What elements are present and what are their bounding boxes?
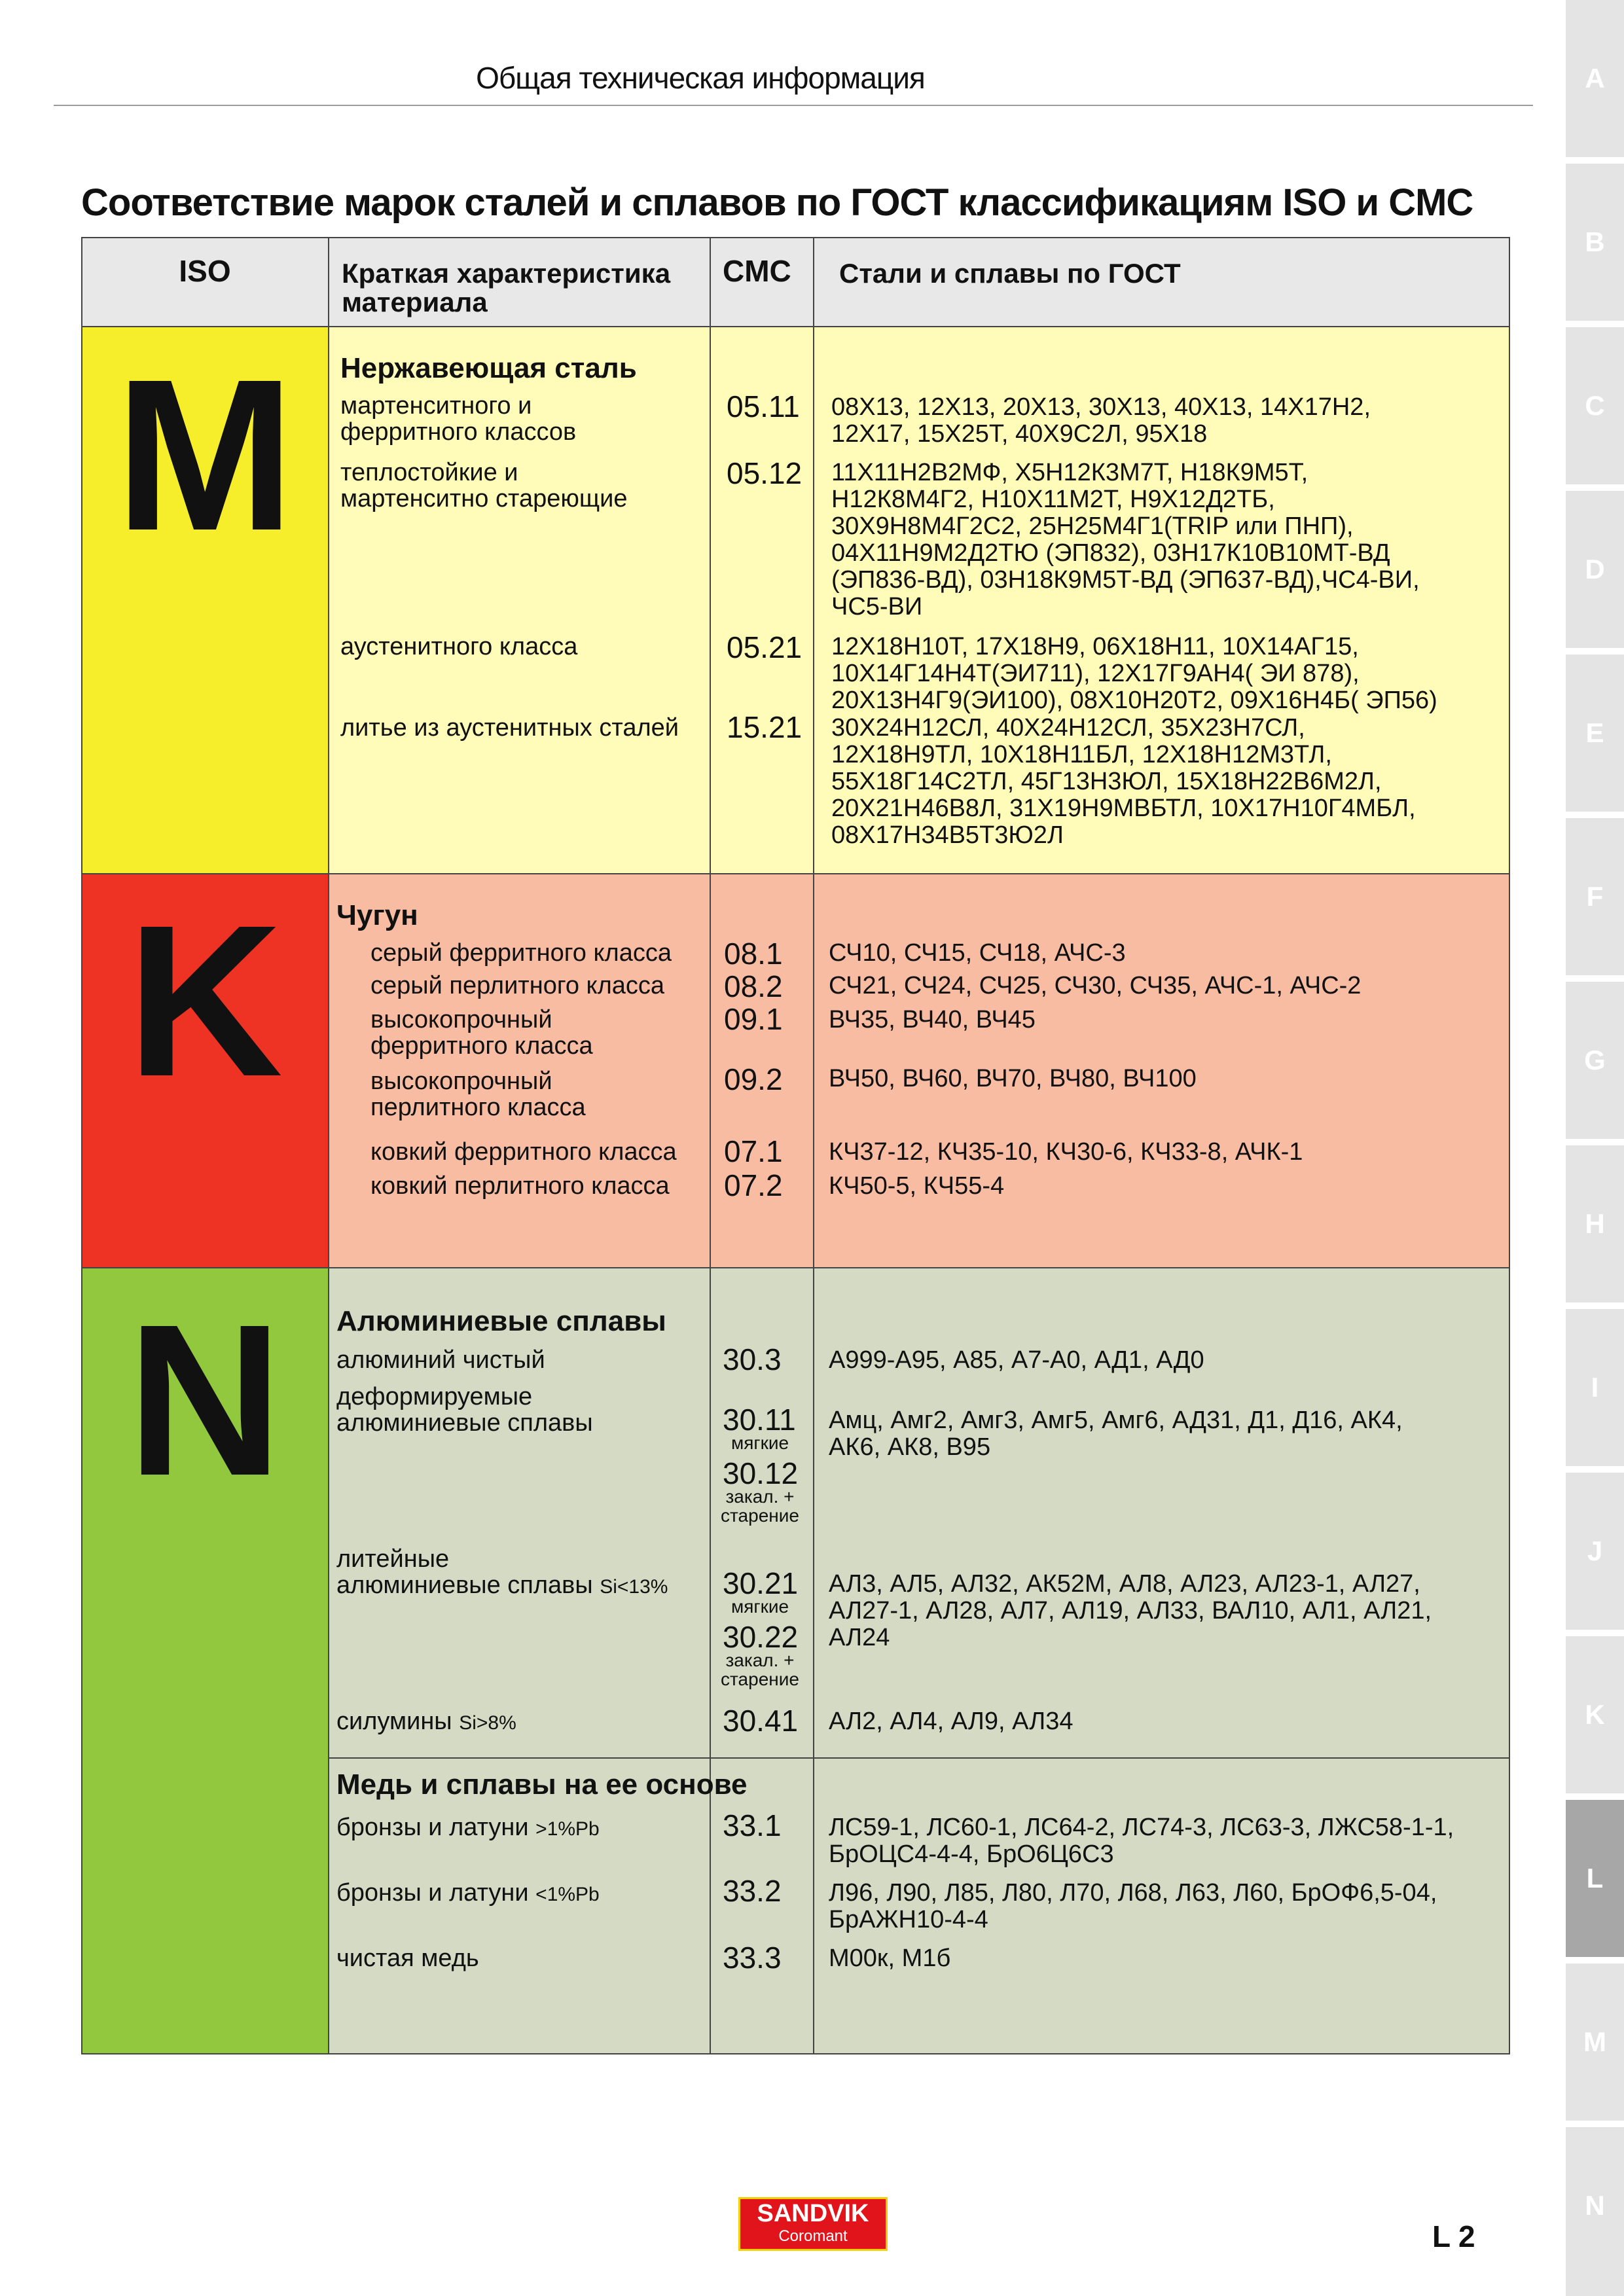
material-cu-2: [336, 1880, 600, 1906]
header-cmc: CMC: [723, 254, 791, 288]
tab-h[interactable]: H: [1566, 1145, 1624, 1302]
tab-b[interactable]: B: [1566, 164, 1624, 321]
material-k-2: серый перлитного класса: [370, 972, 665, 999]
grades-k-6: КЧ50-5, КЧ55-4: [829, 1172, 1005, 1200]
header-divider: [54, 105, 1533, 106]
header-gost: Стали и сплавы по ГОСТ: [839, 258, 1181, 289]
material-k-3: высокопрочный ферритного класса: [370, 1006, 593, 1060]
cmc-n-3: 30.21: [723, 1566, 799, 1600]
tab-f[interactable]: F: [1566, 818, 1624, 975]
cmc-k-4: 09.2: [724, 1062, 783, 1096]
cmc-n-2b: 30.12: [723, 1456, 799, 1490]
logo-brand-text: SANDVIK: [757, 2200, 869, 2227]
tab-k[interactable]: K: [1566, 1636, 1624, 1793]
tab-c[interactable]: C: [1566, 327, 1624, 484]
table-border: [81, 2053, 1510, 2054]
cmc-m-4: 15.21: [727, 710, 803, 744]
grades-m-1: 08Х13, 12Х13, 20Х13, 30Х13, 40Х13, 14Х17Н2, 12Х17, 15Х25Т, 40Х9С2Л, 95Х18: [831, 393, 1371, 448]
cmc-note-n-3b: закал. + старение: [721, 1650, 799, 1690]
grades-k-3: ВЧ35, ВЧ40, ВЧ45: [829, 1006, 1036, 1033]
tab-d[interactable]: D: [1566, 491, 1624, 648]
cmc-n-1: 30.3: [723, 1342, 782, 1376]
gost-iso-table: [81, 237, 1510, 2054]
material-cu-3: чистая медь: [336, 1945, 479, 1972]
group-title-copper: Медь и сплавы на ее основе: [336, 1768, 748, 1801]
logo-sub-text: Coromant: [740, 2228, 886, 2245]
material-n-3-suffix: Si<13%: [600, 1576, 668, 1598]
cmc-k-2: 08.2: [724, 969, 783, 1003]
cmc-n-3b: 30.22: [723, 1620, 799, 1654]
cmc-n-2: 30.11: [723, 1403, 796, 1437]
material-m-1: мартенситного и ферритного классов: [340, 392, 577, 446]
grades-cu-1: ЛС59-1, ЛС60-1, ЛС64-2, ЛС74-3, ЛС63-3, ЛЖС58-1-1, БрОЦС4-4-4, БрО6Ц6С3: [829, 1814, 1454, 1869]
material-n-4: [336, 1708, 516, 1734]
material-n-4-suffix: Si>8%: [459, 1712, 516, 1734]
material-cu-1-suffix: >1%Pb: [535, 1818, 600, 1840]
grades-m-3: 12Х18Н10Т, 17Х18Н9, 06Х18Н11, 10Х14АГ15, 10Х14Г14Н4Т(ЭИ711), 12Х17Г9АН4( ЭИ 878), 20Х13Н4Г9(ЭИ100), 08Х10Н20Т2, 09Х16Н4Б( ЭП56): [831, 633, 1437, 715]
grades-cu-2: Л96, Л90, Л85, Л80, Л70, Л68, Л63, Л60, БрОФ6,5-04, БрАЖН10-4-4: [829, 1879, 1437, 1934]
cmc-k-3: 09.1: [724, 1002, 783, 1036]
material-cu-2-text: бронзы и латуни: [336, 1879, 529, 1907]
material-n-4-text: силумины: [336, 1708, 452, 1735]
cmc-k-1: 08.1: [724, 937, 783, 971]
grades-k-2: СЧ21, СЧ24, СЧ25, СЧ30, СЧ35, АЧС-1, АЧС-2: [829, 972, 1362, 999]
material-n-3-text: литейные алюминиевые сплавы: [336, 1545, 593, 1600]
table-border: [1509, 237, 1510, 2054]
cmc-cu-3: 33.3: [723, 1941, 782, 1975]
material-n-1: алюминий чистый: [336, 1346, 545, 1374]
cmc-note-n-2b: закал. + старение: [721, 1486, 799, 1526]
cmc-cu-2: 33.2: [723, 1874, 782, 1908]
cmc-cu-1: 33.1: [723, 1808, 782, 1842]
tab-e[interactable]: E: [1566, 655, 1624, 812]
grades-m-4: 30Х24Н12СЛ, 40Х24Н12СЛ, 35Х23Н7СЛ, 12Х18Н9ТЛ, 10Х18Н11БЛ, 12Х18Н12М3ТЛ, 55Х18Г14С2ТЛ, 45Г13Н3ЮЛ, 15Х18Н22В6М2Л, 20Х21Н46В8Л, 31Х19Н9МВБТЛ, 10Х17Н10Г4МБЛ, 08Х17Н34В5Т3Ю2Л: [831, 714, 1416, 850]
header-iso: ISO: [179, 254, 231, 288]
grades-n-1: А999-А95, А85, А7-А0, АД1, АД0: [829, 1346, 1204, 1374]
material-m-2: теплостойкие и мартенситно стареющие: [340, 459, 628, 513]
material-cu-1: [336, 1814, 600, 1840]
grades-n-4: АЛ2, АЛ4, АЛ9, АЛ34: [829, 1708, 1074, 1735]
sandvik-coromant-logo: [738, 2197, 888, 2251]
cmc-m-3: 05.21: [727, 630, 803, 664]
cmc-m-2: 05.12: [727, 456, 803, 490]
cmc-n-4: 30.41: [723, 1704, 799, 1738]
material-m-3: аустенитного класса: [340, 633, 578, 660]
table-divider: [81, 326, 1510, 327]
page-title: Соответствие марок сталей и сплавов по ГОСТ классификациям ISO и CMC: [81, 181, 1473, 224]
tab-l[interactable]: L: [1566, 1800, 1624, 1957]
tab-m[interactable]: M: [1566, 1964, 1624, 2121]
table-border: [81, 237, 1510, 238]
tab-a[interactable]: A: [1566, 0, 1624, 157]
cmc-note-n-2: мягкие: [731, 1433, 789, 1453]
iso-letter-n: N: [126, 1279, 283, 1520]
material-n-2: деформируемые алюминиевые сплавы: [336, 1383, 593, 1437]
material-k-1: серый ферритного класса: [370, 939, 672, 967]
group-title-m: Нержавеющая сталь: [340, 352, 637, 384]
material-cu-1-text: бронзы и латуни: [336, 1814, 529, 1841]
header-material: Краткая характеристика материала: [342, 258, 671, 318]
iso-letter-m: M: [115, 334, 295, 575]
material-cu-2-suffix: <1%Pb: [535, 1884, 600, 1905]
tab-n[interactable]: N: [1566, 2127, 1624, 2296]
grades-cu-3: М00к, М1б: [829, 1945, 951, 1972]
copper-divider: [329, 1757, 1510, 1759]
group-title-n: Алюминиевые сплавы: [336, 1305, 666, 1337]
page-number: L 2: [1432, 2219, 1475, 2253]
material-n-3: [336, 1546, 668, 1599]
grades-k-5: КЧ37-12, КЧ35-10, КЧ30-6, КЧ33-8, АЧК-1: [829, 1138, 1303, 1166]
cmc-note-n-3: мягкие: [731, 1596, 789, 1617]
grades-k-4: ВЧ50, ВЧ60, ВЧ70, ВЧ80, ВЧ100: [829, 1065, 1197, 1092]
grades-n-3: АЛ3, АЛ5, АЛ32, АК52М, АЛ8, АЛ23, АЛ23-1, АЛ27, АЛ27-1, АЛ28, АЛ7, АЛ19, АЛ33, ВАЛ10, АЛ1, АЛ21, АЛ24: [829, 1570, 1432, 1652]
cmc-k-5: 07.1: [724, 1134, 783, 1168]
section-header: Общая техническая информация: [476, 61, 925, 95]
material-m-4: литье из аустенитных сталей: [340, 714, 679, 742]
tab-i[interactable]: I: [1566, 1309, 1624, 1466]
table-divider: [81, 873, 1510, 874]
cmc-m-1: 05.11: [727, 389, 800, 423]
iso-letter-k: K: [126, 880, 283, 1121]
material-k-5: ковкий ферритного класса: [370, 1138, 677, 1166]
grades-n-2: Амц, Амг2, Амг3, Амг5, Амг6, АД31, Д1, Д16, АК4, АК6, АК8, В95: [829, 1407, 1403, 1462]
grades-m-2: 11Х11Н2В2МФ, Х5Н12К3М7Т, Н18К9М5Т, Н12К8М4Г2, Н10Х11М2Т, Н9Х12Д2ТБ, 30Х9Н8М4Г2С2, 25Н25М4Г1(TRIP или ПНП), 04Х11Н9М2Д2ТЮ (ЭП832), 03Н17К10В10МТ-ВД (ЭП836-ВД), 03Н18К9М5Т-ВД (ЭП637-ВД),ЧС4-ВИ, ЧС5-ВИ: [831, 459, 1420, 621]
grades-k-1: СЧ10, СЧ15, СЧ18, АЧС-3: [829, 939, 1126, 967]
material-k-4: высокопрочный перлитного класса: [370, 1067, 586, 1122]
table-divider: [813, 237, 814, 2054]
group-title-k: Чугун: [336, 899, 418, 931]
table-divider: [81, 1267, 1510, 1268]
tab-j[interactable]: J: [1566, 1473, 1624, 1630]
material-k-6: ковкий перлитного класса: [370, 1172, 670, 1200]
cmc-k-6: 07.2: [724, 1168, 783, 1202]
tab-g[interactable]: G: [1566, 982, 1624, 1139]
